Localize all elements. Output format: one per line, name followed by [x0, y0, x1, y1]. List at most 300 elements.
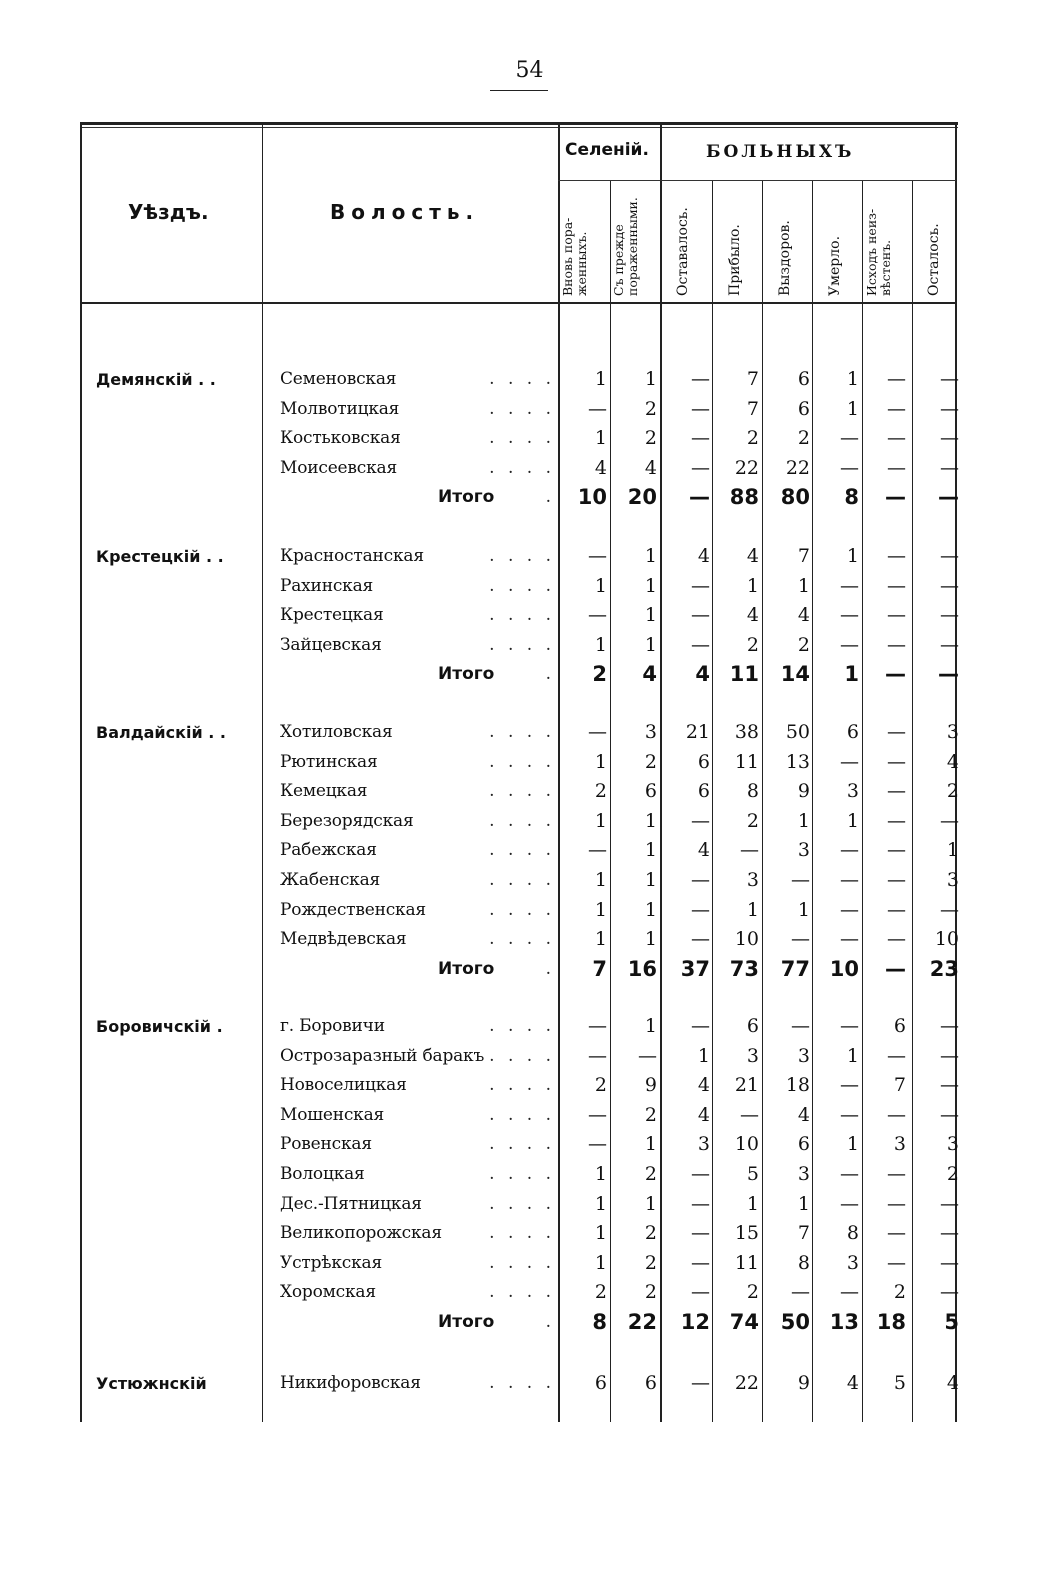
cell-vnov: —: [588, 397, 607, 420]
table-row: [80, 719, 960, 749]
cell-umerlo: —: [840, 839, 859, 862]
cell-ostalos: —: [940, 1015, 959, 1037]
cell-ostavalos: —: [689, 485, 710, 510]
header-col-ostavalos: Оставалось.: [675, 207, 691, 296]
cell-pribylo: 1: [746, 898, 759, 921]
uezd-name: Крестецкій . .: [96, 547, 224, 566]
cell-ostavalos: 4: [697, 839, 710, 862]
header-col-ostalos: Осталось.: [926, 223, 942, 296]
table-row: [80, 749, 960, 779]
cell-umerlo: 10: [829, 956, 859, 981]
cell-pribylo: —: [740, 1103, 759, 1126]
cell-iskhod: —: [885, 485, 906, 510]
table-row: [80, 1220, 960, 1250]
cell-ostalos: —: [938, 485, 959, 510]
volost-name: Хотиловская: [280, 722, 396, 742]
cell-s-prezhde: 1: [644, 898, 657, 921]
cell-vnov: 1: [594, 750, 607, 773]
cell-s-prezhde: 6: [644, 1372, 657, 1394]
cell-pribylo: 88: [729, 485, 759, 510]
cell-ostalos: —: [940, 1251, 959, 1274]
cell-vyzdorov: 3: [797, 839, 810, 862]
volost-name: Новоселицкая: [280, 1075, 411, 1095]
cell-vnov: 6: [594, 1372, 607, 1394]
cell-pribylo: 22: [734, 456, 759, 479]
cell-vnov: 1: [594, 1163, 607, 1185]
cell-pribylo: 38: [734, 721, 759, 743]
leader-dots: . . . .: [489, 546, 555, 566]
cell-umerlo: 1: [846, 1044, 859, 1067]
cell-vyzdorov: 3: [797, 1163, 810, 1185]
cell-iskhod: —: [887, 633, 906, 656]
cell-ostalos: —: [940, 1281, 959, 1304]
cell-s-prezhde: 1: [644, 1192, 657, 1215]
cell-s-prezhde: 9: [644, 1074, 657, 1097]
cell-iskhod: —: [887, 1103, 906, 1126]
cell-ostalos: 10: [934, 928, 959, 951]
cell-umerlo: 3: [846, 1251, 859, 1274]
leader-dots: . . . .: [489, 929, 555, 950]
cell-vnov: 2: [594, 1074, 607, 1097]
cell-vyzdorov: 7: [797, 545, 810, 567]
cell-ostalos: —: [940, 574, 959, 597]
cell-ostalos: —: [940, 1192, 959, 1215]
cell-vnov: 2: [592, 662, 607, 687]
cell-ostalos: 3: [946, 721, 959, 743]
table-row: [80, 543, 960, 573]
cell-iskhod: 7: [893, 1074, 906, 1097]
cell-umerlo: —: [840, 574, 859, 597]
cell-pribylo: 5: [746, 1163, 759, 1185]
leader-dots: . . . .: [489, 428, 555, 449]
cell-iskhod: —: [887, 750, 906, 773]
cell-pribylo: 2: [746, 1281, 759, 1304]
cell-vnov: 2: [594, 780, 607, 803]
header-col-vyzdorov: Выздоров.: [777, 220, 793, 296]
cell-umerlo: —: [840, 898, 859, 921]
cell-s-prezhde: 20: [627, 485, 657, 510]
cell-s-prezhde: 2: [644, 1222, 657, 1245]
cell-iskhod: —: [887, 604, 906, 627]
table-row: [80, 837, 960, 867]
cell-iskhod: —: [885, 956, 906, 981]
table-row: [80, 1131, 960, 1161]
cell-vnov: 1: [594, 1222, 607, 1245]
volost-name: Крестецкая: [280, 605, 388, 625]
cell-ostavalos: —: [691, 397, 710, 420]
volost-name: Медвѣдевская: [280, 929, 410, 949]
page-number: 54: [515, 58, 544, 83]
cell-umerlo: 1: [846, 809, 859, 832]
cell-s-prezhde: 1: [644, 574, 657, 597]
volost-name: Острозаразный баракъ: [280, 1046, 488, 1066]
total-label: Итого: [438, 487, 495, 508]
cell-s-prezhde: 1: [644, 1133, 657, 1156]
cell-s-prezhde: 1: [644, 869, 657, 891]
cell-ostavalos: 1: [697, 1044, 710, 1067]
cell-ostavalos: —: [691, 869, 710, 891]
leader-dots: . . . .: [489, 1104, 555, 1125]
cell-vyzdorov: 1: [797, 898, 810, 921]
cell-pribylo: 8: [746, 780, 759, 803]
cell-ostalos: 5: [944, 1310, 959, 1334]
cell-pribylo: 3: [746, 1044, 759, 1067]
cell-vyzdorov: 9: [797, 780, 810, 803]
leader-dots: . . . .: [489, 870, 555, 890]
cell-vnov: 1: [594, 928, 607, 951]
header-col-umerlo: Умерло.: [827, 235, 843, 296]
cell-ostavalos: —: [691, 633, 710, 656]
cell-vyzdorov: 13: [785, 750, 810, 773]
cell-vyzdorov: 22: [785, 456, 810, 479]
cell-pribylo: 2: [746, 809, 759, 832]
cell-ostavalos: —: [691, 1015, 710, 1037]
cell-pribylo: 2: [746, 427, 759, 450]
table-row: [80, 1161, 960, 1191]
cell-pribylo: 4: [746, 604, 759, 627]
header-bottom-rule: [80, 302, 956, 304]
cell-ostavalos: 4: [697, 1103, 710, 1126]
cell-s-prezhde: 2: [644, 1103, 657, 1126]
cell-ostalos: —: [940, 368, 959, 390]
leader-dots: . . . .: [489, 457, 555, 478]
cell-vnov: 1: [594, 368, 607, 390]
leader-dots: . . . .: [489, 1373, 555, 1393]
total-label: Итого: [438, 958, 495, 979]
cell-pribylo: 6: [746, 1015, 759, 1037]
cell-umerlo: 1: [846, 1133, 859, 1156]
cell-pribylo: 11: [729, 662, 759, 687]
cell-umerlo: —: [840, 1015, 859, 1037]
cell-iskhod: —: [887, 1222, 906, 1245]
cell-umerlo: —: [840, 456, 859, 479]
table-row: [80, 778, 960, 808]
cell-vyzdorov: 1: [797, 1192, 810, 1215]
cell-vyzdorov: —: [791, 1281, 810, 1304]
cell-vnov: 7: [592, 956, 607, 981]
leader-dots: . . . .: [489, 840, 555, 861]
cell-pribylo: 74: [729, 1310, 759, 1334]
volost-name: Рабежская: [280, 840, 381, 860]
cell-vyzdorov: 4: [797, 604, 810, 627]
cell-ostalos: —: [940, 1074, 959, 1097]
cell-pribylo: 10: [734, 928, 759, 951]
cell-vyzdorov: —: [791, 1015, 810, 1037]
cell-s-prezhde: 4: [644, 456, 657, 479]
table-row: [80, 573, 960, 603]
cell-vnov: 1: [594, 809, 607, 832]
cell-umerlo: 4: [846, 1372, 859, 1394]
cell-umerlo: 13: [829, 1310, 859, 1334]
cell-pribylo: 11: [734, 750, 759, 773]
cell-umerlo: 1: [846, 368, 859, 390]
volost-name: Молвотицкая: [280, 399, 403, 419]
table-row: [80, 455, 960, 485]
cell-ostavalos: —: [691, 1222, 710, 1245]
volost-name: Красностанская: [280, 546, 428, 566]
cell-vyzdorov: 4: [797, 1103, 810, 1126]
cell-ostalos: —: [940, 633, 959, 656]
volost-name: Рождественская: [280, 900, 430, 920]
cell-iskhod: —: [887, 928, 906, 951]
cell-ostalos: —: [940, 1222, 959, 1245]
cell-umerlo: —: [840, 1074, 859, 1097]
cell-s-prezhde: 2: [644, 1251, 657, 1274]
leader-dots: . . . .: [489, 575, 555, 596]
cell-iskhod: —: [887, 545, 906, 567]
cell-ostavalos: —: [691, 1281, 710, 1304]
leader-dots: . . . .: [489, 751, 555, 772]
cell-vnov: —: [588, 1044, 607, 1067]
cell-ostalos: —: [940, 1103, 959, 1126]
cell-vyzdorov: 6: [797, 397, 810, 420]
cell-vyzdorov: 8: [797, 1251, 810, 1274]
cell-vnov: 1: [594, 1251, 607, 1274]
cell-vnov: 1: [594, 427, 607, 450]
cell-pribylo: 1: [746, 574, 759, 597]
cell-s-prezhde: 2: [644, 427, 657, 450]
uezd-name: Валдайскій . .: [96, 723, 226, 742]
cell-vnov: —: [588, 721, 607, 743]
cell-vyzdorov: 14: [780, 662, 810, 687]
cell-s-prezhde: 22: [627, 1310, 657, 1334]
cell-iskhod: —: [887, 1163, 906, 1185]
leader-dots: . . . .: [489, 1223, 555, 1244]
cell-iskhod: 2: [893, 1281, 906, 1304]
cell-ostavalos: 4: [697, 1074, 710, 1097]
cell-pribylo: 11: [734, 1251, 759, 1274]
cell-vyzdorov: 50: [785, 721, 810, 743]
cell-umerlo: —: [840, 928, 859, 951]
cell-iskhod: —: [887, 456, 906, 479]
table-row: [80, 1043, 960, 1073]
cell-ostalos: —: [940, 545, 959, 567]
table-row: [80, 897, 960, 927]
cell-ostavalos: 4: [697, 545, 710, 567]
cell-vnov: 1: [594, 574, 607, 597]
cell-vyzdorov: —: [791, 869, 810, 891]
cell-s-prezhde: 2: [644, 1281, 657, 1304]
table-row: [80, 1013, 960, 1043]
cell-iskhod: —: [887, 368, 906, 390]
cell-vnov: —: [588, 839, 607, 862]
leader-dots: . . . .: [489, 1045, 555, 1066]
cell-umerlo: 8: [844, 485, 859, 510]
cell-ostalos: 4: [946, 750, 959, 773]
cell-ostavalos: —: [691, 368, 710, 390]
cell-umerlo: 6: [846, 721, 859, 743]
cell-ostavalos: 3: [697, 1133, 710, 1156]
volost-name: Семеновская: [280, 369, 400, 389]
leader-dots: . . . .: [489, 810, 555, 831]
cell-iskhod: —: [887, 721, 906, 743]
cell-iskhod: —: [887, 1044, 906, 1067]
table-row: [80, 602, 960, 632]
cell-ostavalos: —: [691, 1192, 710, 1215]
cell-vnov: —: [588, 1015, 607, 1037]
cell-ostalos: —: [940, 809, 959, 832]
cell-iskhod: —: [887, 574, 906, 597]
cell-umerlo: —: [840, 1163, 859, 1185]
total-row: [80, 661, 960, 691]
table-row: [80, 632, 960, 662]
header-uezd: Уѣздъ.: [128, 200, 209, 224]
cell-vyzdorov: 9: [797, 1372, 810, 1394]
subheader-rule: [558, 180, 956, 181]
table-row: [80, 366, 960, 396]
leader-dots: . . . .: [489, 781, 555, 802]
table-row: [80, 808, 960, 838]
leader-dots: . . . .: [489, 398, 555, 419]
table-row: [80, 1072, 960, 1102]
cell-ostalos: —: [940, 397, 959, 420]
cell-ostavalos: —: [691, 928, 710, 951]
cell-ostalos: 1: [946, 839, 959, 862]
volost-name: Рахинская: [280, 576, 377, 596]
cell-umerlo: —: [840, 1281, 859, 1304]
volost-name: Жабенская: [280, 870, 384, 890]
volost-name: Моисеевская: [280, 458, 401, 478]
cell-pribylo: —: [740, 839, 759, 862]
cell-pribylo: 21: [734, 1074, 759, 1097]
cell-umerlo: —: [840, 633, 859, 656]
cell-ostalos: 3: [946, 869, 959, 891]
cell-umerlo: 8: [846, 1222, 859, 1245]
cell-ostavalos: —: [691, 1372, 710, 1394]
volost-name: Кемецкая: [280, 781, 371, 801]
cell-s-prezhde: 4: [642, 662, 657, 687]
cell-umerlo: —: [840, 750, 859, 773]
volost-name: Ровенская: [280, 1134, 376, 1154]
volost-name: Рютинская: [280, 752, 382, 772]
leader-dots: . . . .: [489, 1016, 555, 1036]
cell-iskhod: —: [887, 898, 906, 921]
volost-name: Березорядская: [280, 811, 417, 831]
cell-iskhod: —: [887, 1192, 906, 1215]
cell-s-prezhde: 2: [644, 1163, 657, 1185]
cell-vnov: 1: [594, 1192, 607, 1215]
cell-s-prezhde: 16: [627, 956, 657, 981]
cell-ostalos: 23: [929, 956, 959, 981]
cell-ostavalos: 37: [680, 956, 710, 981]
leader-dots: .: [545, 1312, 555, 1332]
total-row: [80, 1309, 960, 1339]
cell-ostalos: —: [940, 427, 959, 450]
cell-iskhod: —: [885, 662, 906, 687]
uezd-name: Устюжнскій: [96, 1374, 207, 1393]
page-number-rule: [490, 90, 548, 91]
cell-ostavalos: 6: [697, 750, 710, 773]
volost-name: Мошенская: [280, 1105, 388, 1125]
table-row: [80, 1279, 960, 1309]
cell-vnov: 10: [577, 485, 607, 510]
table-row: [80, 1250, 960, 1280]
cell-iskhod: 6: [893, 1015, 906, 1037]
leader-dots: . . . .: [489, 634, 555, 655]
cell-pribylo: 15: [734, 1222, 759, 1245]
table-row: [80, 425, 960, 455]
cell-umerlo: —: [840, 427, 859, 450]
cell-s-prezhde: 1: [644, 545, 657, 567]
header-col-s-prezhde: Съ прежде пораженными.: [611, 197, 640, 296]
cell-ostavalos: 21: [685, 721, 710, 743]
cell-vnov: —: [588, 545, 607, 567]
cell-pribylo: 7: [746, 368, 759, 390]
cell-ostalos: —: [940, 1044, 959, 1067]
leader-dots: .: [545, 487, 555, 508]
header-col-vnov: Вновь пора- женныхъ.: [560, 217, 589, 296]
cell-ostavalos: —: [691, 1251, 710, 1274]
volost-name: Устрѣкская: [280, 1253, 386, 1273]
volost-name: Зайцевская: [280, 635, 386, 655]
cell-ostalos: 2: [946, 1163, 959, 1185]
cell-ostalos: —: [938, 662, 959, 687]
cell-ostalos: —: [940, 456, 959, 479]
cell-pribylo: 22: [734, 1372, 759, 1394]
leader-dots: . . . .: [489, 1075, 555, 1096]
cell-vyzdorov: 6: [797, 368, 810, 390]
cell-umerlo: 1: [846, 545, 859, 567]
cell-iskhod: —: [887, 839, 906, 862]
cell-umerlo: 3: [846, 780, 859, 803]
cell-vyzdorov: 6: [797, 1133, 810, 1156]
cell-vyzdorov: 1: [797, 574, 810, 597]
cell-s-prezhde: 1: [644, 368, 657, 390]
cell-umerlo: —: [840, 604, 859, 627]
cell-pribylo: 3: [746, 869, 759, 891]
cell-ostavalos: —: [691, 604, 710, 627]
leader-dots: . . . .: [489, 899, 555, 920]
cell-pribylo: 4: [746, 545, 759, 567]
volost-name: Великопорожская: [280, 1223, 446, 1243]
header-bolnykh: БОЛЬНЫХЪ: [706, 142, 855, 162]
leader-dots: . . . .: [489, 1193, 555, 1214]
cell-vyzdorov: 1: [797, 809, 810, 832]
leader-dots: .: [545, 958, 555, 979]
leader-dots: . . . .: [489, 722, 555, 742]
cell-iskhod: —: [887, 427, 906, 450]
table-top-rule: [80, 122, 958, 125]
table-top-rule-thin: [80, 127, 958, 128]
cell-vyzdorov: 18: [785, 1074, 810, 1097]
total-row: [80, 956, 960, 986]
cell-s-prezhde: 2: [644, 397, 657, 420]
cell-vyzdorov: 7: [797, 1222, 810, 1245]
cell-vyzdorov: 50: [780, 1310, 810, 1334]
header-seleniy: Селеній.: [565, 140, 649, 160]
cell-ostavalos: 4: [695, 662, 710, 687]
cell-iskhod: —: [887, 1251, 906, 1274]
cell-vyzdorov: 77: [780, 956, 810, 981]
cell-umerlo: —: [840, 869, 859, 891]
cell-ostalos: 3: [946, 1133, 959, 1156]
cell-vyzdorov: 3: [797, 1044, 810, 1067]
cell-vnov: —: [588, 1133, 607, 1156]
cell-vyzdorov: 2: [797, 633, 810, 656]
table-row: [80, 396, 960, 426]
cell-ostavalos: —: [691, 427, 710, 450]
leader-dots: . . . .: [489, 1252, 555, 1273]
leader-dots: . . . .: [489, 1282, 555, 1303]
cell-pribylo: 1: [746, 1192, 759, 1215]
header-volost: Волость.: [330, 200, 480, 224]
cell-vnov: 1: [594, 633, 607, 656]
leader-dots: . . . .: [489, 369, 555, 389]
cell-ostavalos: —: [691, 1163, 710, 1185]
cell-pribylo: 73: [729, 956, 759, 981]
cell-ostalos: 2: [946, 780, 959, 803]
cell-ostalos: —: [940, 604, 959, 627]
